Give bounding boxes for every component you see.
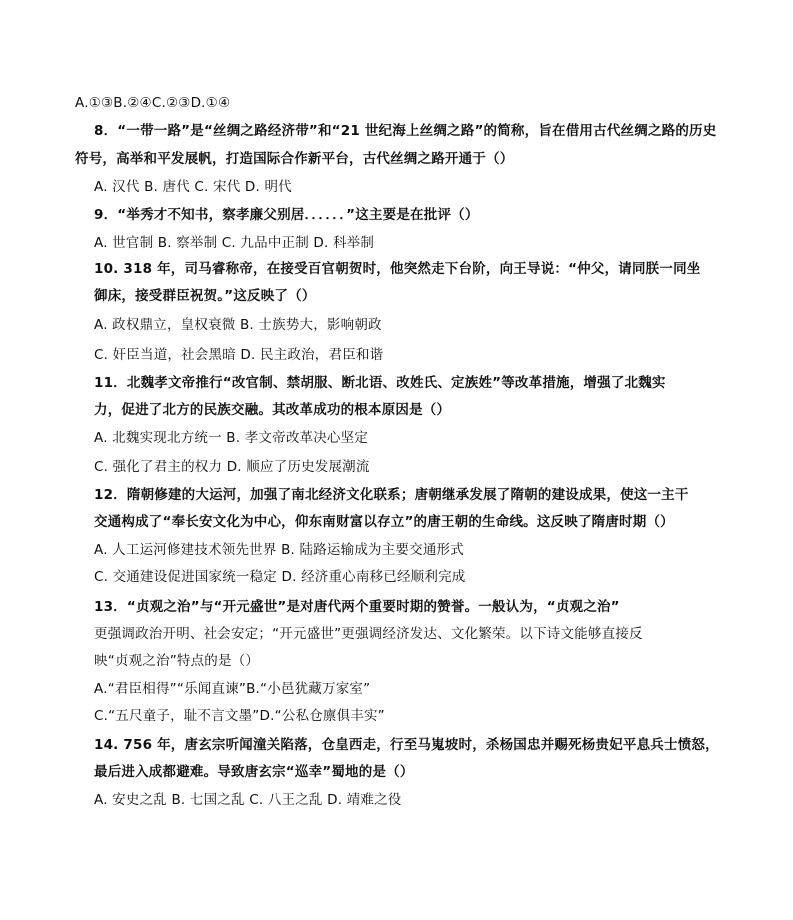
q13-stem-line-2: 更强调政治开明、社会安定；“开元盛世”更强调经济发达、文化繁荣。以下诗文能够直接反 [94,626,643,642]
q10-stem-line-1: 10. 318 年，司马睿称帝，在接受百官朝贺时，他突然走下台阶，向王导说：“仲父，请同朕一同坐 [94,261,701,277]
q14-stem-line-2: 最后进入成都避难。导致唐玄宗“巡幸”蜀地的是（） [94,764,414,780]
q12-stem-line-2: 交通构成了“奉长安文化为中心，仰东南财富以存立”的唐王朝的生命线。这反映了隋唐时期（） [94,514,674,530]
q13-stem-line-3: 映“贞观之治”特点的是（） [94,653,260,669]
q10-stem-line-2: 御床，接受群臣祝贺。”这反映了（） [94,288,316,304]
q11-stem-line-1: 11．北魏孝文帝推行“改官制、禁胡服、断北语、改姓氏、定族姓”等改革措施，增强了北魏实 [94,375,666,391]
q14-stem-line-1: 14. 756 年，唐玄宗听闻潼关陷落，仓皇西走，行至马嵬坡时，杀杨国忠并赐死杨贵妃平息兵士愤怒， [94,737,719,753]
q9-options: A. 世官制 B. 察举制 C. 九品中正制 D. 科举制 [94,235,375,251]
q10-options-ab: A. 政权鼎立，皇权衰微 B. 士族势大，影响朝政 [94,317,382,333]
q8-stem-line-2: 符号，高举和平发展帆，打造国际合作新平台，古代丝绸之路开通于（） [75,151,514,167]
q8-stem-line-1: 8．“一带一路”是“丝绸之路经济带”和“21 世纪海上丝绸之路”的简称，旨在借用古代丝绸之路的历史 [94,123,717,139]
q12-stem-line-1: 12．隋朝修建的大运河，加强了南北经济文化联系；唐朝继承发展了隋朝的建设成果，使这一主干 [94,487,689,503]
q11-stem-line-2: 力，促进了北方的民族交融。其改革成功的根本原因是（） [94,402,451,418]
q8-options: A. 汉代 B. 唐代 C. 宋代 D. 明代 [94,179,292,195]
q9-stem: 9．“举秀才不知书，察孝廉父别居．．．．．．”这主要是在批评（） [94,207,479,223]
q12-options-ab: A. 人工运河修建技术领先世界 B. 陆路运输成为主要交通形式 [94,542,464,558]
q10-options-cd: C. 奸臣当道，社会黑暗 D. 民主政治，君臣和谐 [94,347,384,363]
q13-options-cd: C.“五尺童子，耻不言文墨”D.“公私仓廪俱丰实” [94,708,385,724]
q11-options-cd: C. 强化了君主的权力 D. 顺应了历史发展潮流 [94,459,370,475]
q11-options-ab: A. 北魏实现北方统一 B. 孝文帝改革决心坚定 [94,430,369,446]
q13-options-ab: A.“君臣相得”“乐闻直谏”B.“小邑犹藏万家室” [94,681,371,697]
q12-options-cd: C. 交通建设促进国家统一稳定 D. 经济重心南移已经顺利完成 [94,569,466,585]
q14-options: A. 安史之乱 B. 七国之乱 C. 八王之乱 D. 靖难之役 [94,792,402,808]
q13-stem-line-1: 13．“贞观之治”与“开元盛世”是对唐代两个重要时期的赞誉。一般认为，“贞观之治” [94,599,620,615]
q7-options: A.①③B.②④C.②③D.①④ [75,95,231,111]
